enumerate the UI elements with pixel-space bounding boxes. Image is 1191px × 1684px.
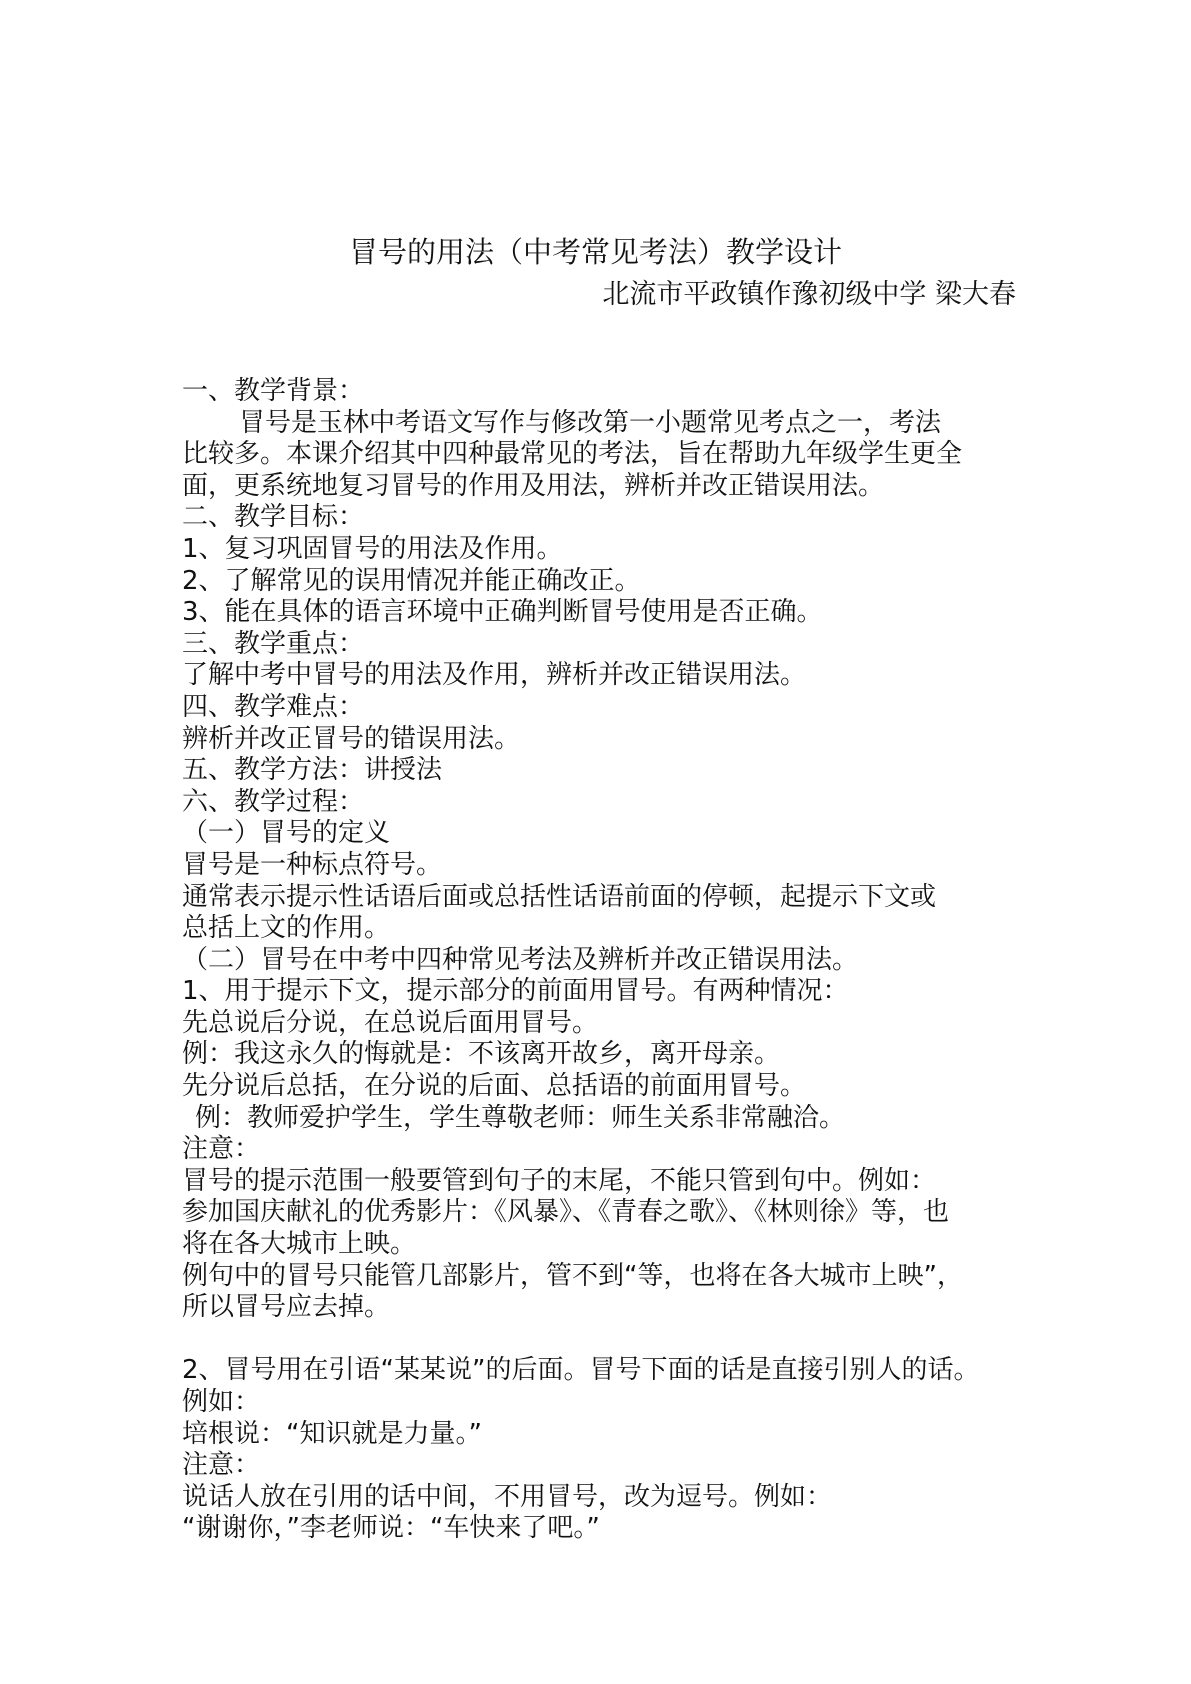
paragraph-line: 了解中考中冒号的用法及作用，辨析并改正错误用法。 (182, 660, 807, 691)
paragraph-line: 先分说后总括，在分说的后面、总括语的前面用冒号。 (182, 1071, 807, 1102)
section-heading-background: 一、教学背景： (182, 376, 365, 406)
example-line: 例：我这永久的悔就是：不该离开故乡，离开母亲。 (182, 1039, 781, 1070)
list-item: 3、能在具体的语言环境中正确判断冒号使用是否正确。 (182, 597, 823, 628)
paragraph-line: 比较多。本课介绍其中四种最常见的考法，旨在帮助九年级学生更全 (182, 439, 963, 470)
paragraph-line: 所以冒号应去掉。 (182, 1292, 391, 1323)
paragraph-line: 通常表示提示性话语后面或总括性话语前面的停顿，起提示下文或 (182, 881, 937, 912)
paragraph-line: 总括上文的作用。 (182, 913, 391, 944)
document-author: 北流市平政镇作豫初级中学 梁大春 (602, 279, 1016, 310)
example-line: 例：教师爱护学生，学生尊敬老师：师生关系非常融洽。 (195, 1102, 846, 1133)
section-heading-difficulties: 四、教学难点： (182, 691, 365, 722)
paragraph-line: 说话人放在引用的话中间，不用冒号，改为逗号。例如： (182, 1481, 833, 1512)
paragraph-line: 例如： (182, 1387, 261, 1417)
paragraph-line: 例句中的冒号只能管几部影片，管不到“等，也将在各大城市上映”， (182, 1260, 963, 1291)
paragraph-line: 1、用于提示下文，提示部分的前面用冒号。有两种情况： (182, 976, 849, 1007)
section-heading-process: 六、教学过程： (182, 786, 365, 817)
note-label: 注意： (182, 1134, 261, 1165)
paragraph-line: 冒号是玉林中考语文写作与修改第一小题常见考点之一，考法 (239, 407, 942, 438)
subsection-heading: （一）冒号的定义 (182, 818, 391, 849)
document-body (182, 376, 1020, 1545)
example-line: “谢谢你，”李老师说：“车快来了吧。” (182, 1513, 600, 1544)
section-heading-key-points: 三、教学重点： (182, 628, 365, 659)
paragraph-line: 面，更系统地复习冒号的作用及用法，辨析并改正错误用法。 (182, 470, 885, 501)
section-heading-goals: 二、教学目标： (182, 502, 365, 533)
paragraph-line: 2、冒号用在引语“某某说”的后面。冒号下面的话是直接引别人的话。 (182, 1355, 980, 1386)
document-title: 冒号的用法（中考常见考法）教学设计 (348, 235, 842, 269)
paragraph-line: 辨析并改正冒号的错误用法。 (182, 723, 521, 754)
list-item: 1、复习巩固冒号的用法及作用。 (182, 533, 563, 564)
paragraph-line: 参加国庆献礼的优秀影片：《风暴》、《青春之歌》、《林则徐》等，也 (182, 1197, 950, 1228)
subsection-heading: （二）冒号在中考中四种常见考法及辨析并改正错误用法。 (182, 944, 859, 975)
section-heading-method: 五、教学方法：讲授法 (182, 755, 443, 786)
paragraph-line: 冒号的提示范围一般要管到句子的末尾，不能只管到句中。例如： (182, 1165, 937, 1196)
note-label: 注意： (182, 1450, 261, 1481)
blank-line (182, 1324, 1020, 1356)
list-item: 2、了解常见的误用情况并能正确改正。 (182, 565, 641, 596)
example-line: 培根说：“知识就是力量。” (182, 1418, 482, 1449)
paragraph-line: 冒号是一种标点符号。 (182, 849, 443, 880)
paragraph-line: 将在各大城市上映。 (182, 1229, 417, 1260)
paragraph-line: 先总说后分说，在总说后面用冒号。 (182, 1007, 599, 1038)
